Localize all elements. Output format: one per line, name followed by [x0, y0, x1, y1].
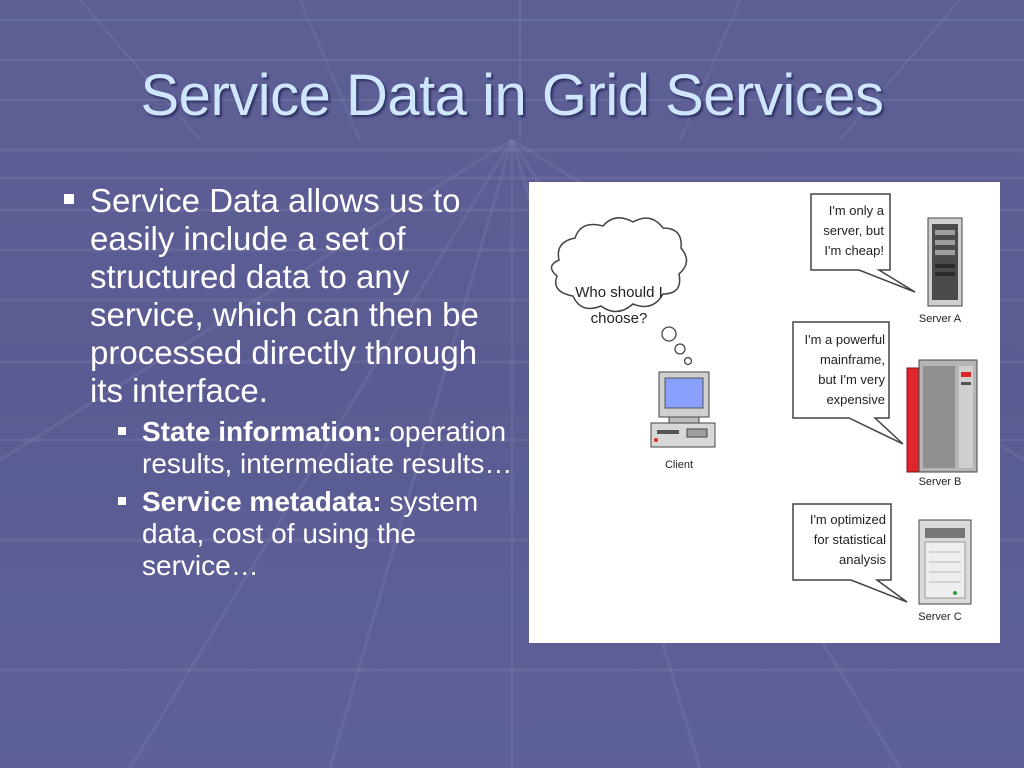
client-label: Client	[664, 459, 694, 471]
server-c-speech-bubble	[793, 504, 907, 602]
square-bullet-icon	[118, 427, 126, 435]
thought-line: choose?	[590, 310, 648, 327]
speech-line: I'm cheap!	[824, 243, 884, 258]
thought-bubble-dot	[675, 344, 685, 354]
sub-bullet-label: Service metadata:	[142, 486, 382, 517]
speech-line: server, but	[823, 223, 884, 238]
sub-bullet-item	[118, 486, 519, 582]
speech-line: I'm optimized	[809, 512, 886, 527]
speech-line: I'm only a	[828, 203, 884, 218]
thought-bubble-dot	[685, 358, 692, 365]
square-bullet-icon	[64, 194, 74, 204]
thought-line: Who should I	[575, 284, 663, 301]
sub-bullet-item	[118, 416, 519, 480]
speech-line: but I'm very	[818, 372, 885, 387]
slide-title: Service Data in Grid Services	[140, 63, 884, 128]
bullet-text: Service Data allows us to easily include a set of structured data to any service, which can then be processed directly through its interface.	[90, 182, 479, 409]
server-a-tower-icon	[928, 218, 962, 306]
server-b-label: Server B	[918, 476, 962, 488]
bullet-list	[64, 182, 519, 582]
thought-bubble-dot	[662, 327, 676, 341]
server-c-label: Server C	[918, 611, 962, 623]
speech-line: for statistical	[813, 532, 886, 547]
thought-cloud	[551, 218, 691, 365]
sub-bullet-text: system data, cost of using the service…	[142, 486, 479, 581]
speech-line: I'm a powerful	[804, 332, 885, 347]
server-a-speech-bubble	[811, 194, 915, 292]
client-server-diagram	[529, 182, 1000, 643]
server-a-label: Server A	[918, 313, 962, 325]
sub-bullet-text: operation results, intermediate results…	[142, 416, 513, 479]
server-c-tower-icon	[919, 520, 971, 604]
speech-line: analysis	[839, 552, 886, 567]
client-computer-icon	[651, 372, 715, 447]
server-b-mainframe-icon	[907, 360, 977, 472]
server-b-speech-bubble	[793, 322, 903, 444]
speech-line: mainframe,	[819, 352, 885, 367]
square-bullet-icon	[118, 497, 126, 505]
speech-line: expensive	[826, 392, 885, 407]
bullet-item	[64, 182, 519, 410]
sub-bullet-label: State information:	[142, 416, 382, 447]
